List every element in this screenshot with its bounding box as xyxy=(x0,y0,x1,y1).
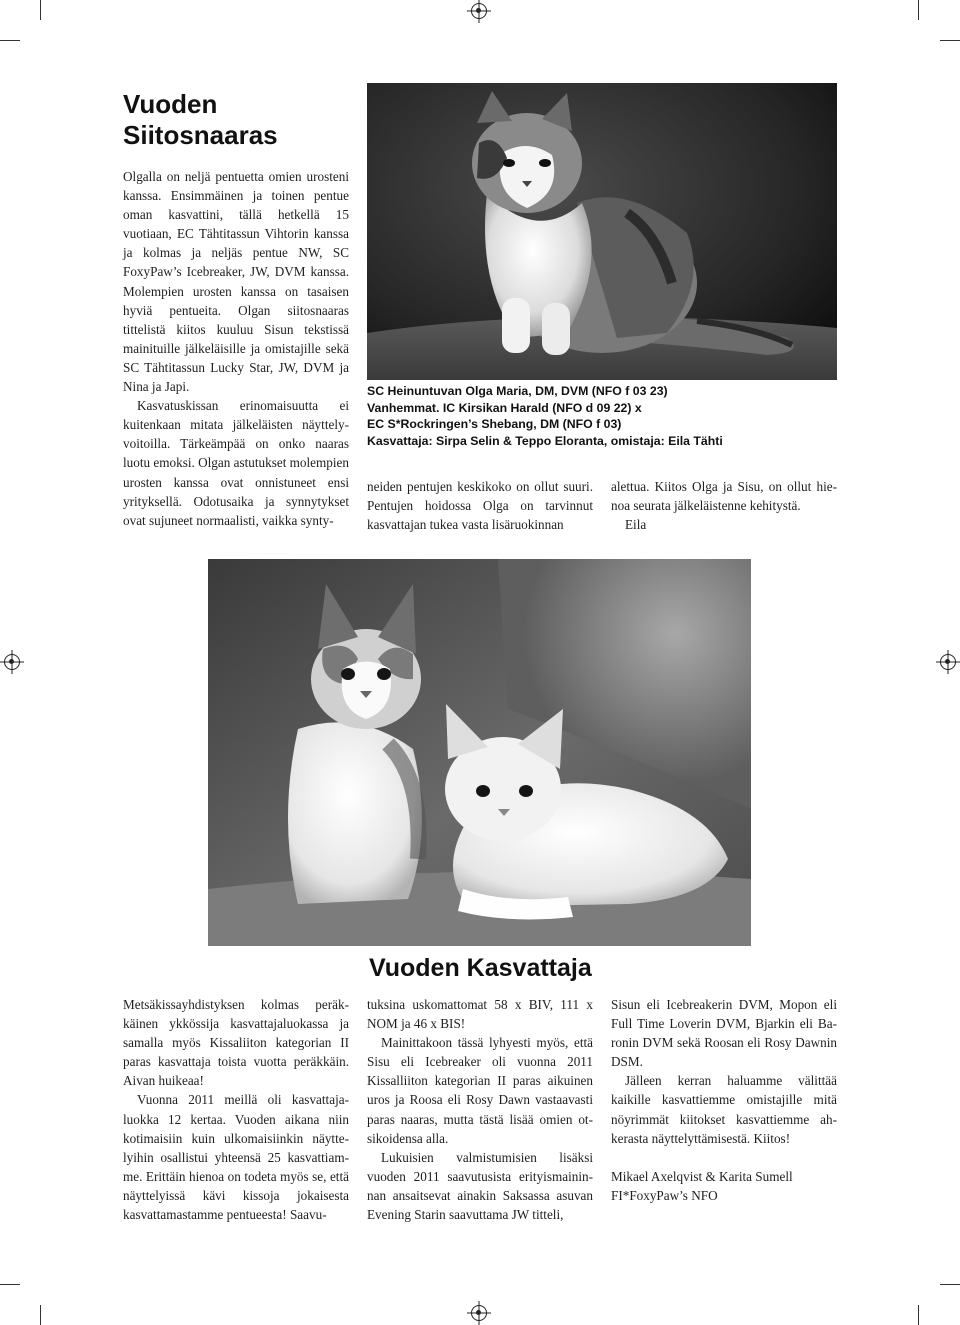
kittens-photo xyxy=(208,559,751,946)
cat-image xyxy=(367,83,837,380)
title-line: Vuoden xyxy=(123,89,218,119)
caption-dam: EC S*Rockringen’s Shebang, DM (NFO f 03) xyxy=(367,417,622,431)
paragraph: alettua. Kiitos Olga ja Sisu, on ollut hienoa seurata jälkeläistenne kehitystä. xyxy=(611,479,837,514)
paragraph: Lukuisien valmistumisien lisäksi vuoden 2011 saavutusista erityismaininnan ansaitsevat ainakin Saksassa asuvan Evening Starin saavuttama JW titteli, xyxy=(367,1149,593,1223)
paragraph: Sisun eli Icebreakerin DVM, Mopon eli Full Time Loverin DVM, Bjarkin eli Baronin DVM sekä Roosan eli Rosy Dawnin DSM. xyxy=(611,997,837,1070)
registration-mark-icon xyxy=(940,654,956,670)
caption-breeder: Kasvattaja: Sirpa Selin & Teppo Eloranta, omistaja: Eila Tähti xyxy=(367,433,723,448)
cat-photo-olga xyxy=(367,83,837,380)
paragraph: Metsäkissayhdistyksen kolmas peräkkäinen ykkössija kasvattajaluokassa ja samalla myös Kissaliiton kategorian II paras kasvattaja toista vuotta peräkkäin. Aivan huikeaa! xyxy=(123,997,349,1089)
signature-names: Mikael Axelqvist & Karita Sumell xyxy=(611,1168,793,1184)
paragraph: Jälleen kerran haluamme välittää kaikille kasvattiemme omistajille mitä nöyrimmät kiitokset kasvattiemme ahkerasta näyttelyttämisestä. Kiitos! xyxy=(611,1073,837,1146)
caption-parents xyxy=(367,400,837,417)
registration-mark-icon xyxy=(471,3,487,19)
paragraph: neiden pentujen keskikoko on ollut suuri. Pentujen hoidossa Olga on tarvinnut kasvattajan tukea vasta lisäruokinnan xyxy=(367,479,593,533)
paragraph: Mainittakoon tässä lyhyesti myös, että Sisu eli Icebreaker oli vuonna 2011 Kissalliiton kategorian II paras aikuinen uros ja Roosa eli Rosy Dawn vastaavasti paras naaras, mutta tästä lisää omien otsikoidensa alla. xyxy=(367,1035,593,1146)
crop-mark xyxy=(940,40,960,41)
caption-label: Vanhemmat. xyxy=(367,400,440,415)
crop-mark xyxy=(0,40,20,41)
paragraph: tuksina uskomattomat 58 x BIV, 111 x NOM ja 46 x BIS! xyxy=(367,997,593,1032)
kasvattaja-column-3 xyxy=(611,995,837,1205)
siitosnaaras-column-2 xyxy=(367,477,593,534)
crop-mark xyxy=(40,0,41,20)
kittens-image xyxy=(208,559,751,946)
paragraph: Vuonna 2011 meillä oli kasvattajaluokka 12 kertaa. Vuoden aikana niin kotimaisiin kuin ulkomaisiinkin näyttelyihin osallistui yhteensä 25 kasvattiamme. Erittäin hienoa on todeta myös se, että näyttelyissä kävi kissoja jokaisesta kasvattamastamme pentueesta! Saavu- xyxy=(123,1092,349,1223)
kasvattaja-column-1 xyxy=(123,995,349,1224)
page-title xyxy=(123,89,353,151)
crop-mark xyxy=(918,0,919,20)
caption-cat-name: SC Heinuntuvan Olga Maria, DM, DVM (NFO f 03 23) xyxy=(367,384,668,398)
paragraph: Kasvatuskissan erinomaisuutta ei kuitenkaan mitata jälkeläisten näyttelyvoitoilla. Tärkeämpää on onko naaras luotu emoksi. Olgan astutukset molempien urosten kanssa ovat onnistuneet ensi yrityksellä. Odotusaika ja synnytykset ovat sujuneet normaalisti, vaikka synty- xyxy=(123,398,349,528)
caption-sire: IC Kirsikan Harald (NFO d 09 22) x xyxy=(439,400,642,415)
registration-mark-icon xyxy=(471,1305,487,1321)
crop-mark xyxy=(40,1305,41,1325)
crop-mark xyxy=(0,1284,20,1285)
photo-caption xyxy=(367,383,837,449)
crop-mark xyxy=(940,1284,960,1285)
signature-cattery: FI*FoxyPaw’s NFO xyxy=(611,1187,718,1203)
siitosnaaras-column-3 xyxy=(611,477,837,534)
crop-mark xyxy=(918,1305,919,1325)
paragraph: Olgalla on neljä pentuetta omien urosteni kanssa. Ensimmäinen ja toinen pentue oman kasvattini, tällä hetkellä 15 vuotiaan, EC Tähtitassun Vihtorin kanssa ja kolmas ja neljäs pentue NW, SC FoxyPaw’s Icebreaker, JW, DVM kanssa. Molempien urosten kanssa on tasaisen hyviä pentueita. Olgan siitosnaaras tittelistä kiitos kuuluu Sisun tekstissä mainituille jälkeläisille ja omistajille sekä SC Tähtitassun Lucky Star, JW, DVM ja Nina ja Japi. xyxy=(123,169,349,395)
siitosnaaras-column-1 xyxy=(123,167,349,530)
title-line: Siitosnaaras xyxy=(123,120,278,150)
kasvattaja-column-2 xyxy=(367,995,593,1224)
signature xyxy=(611,1167,837,1205)
siitosnaaras-title xyxy=(123,89,353,151)
signature: Eila xyxy=(625,517,647,533)
registration-mark-icon xyxy=(4,654,20,670)
kasvattaja-title: Vuoden Kasvattaja xyxy=(369,954,592,982)
